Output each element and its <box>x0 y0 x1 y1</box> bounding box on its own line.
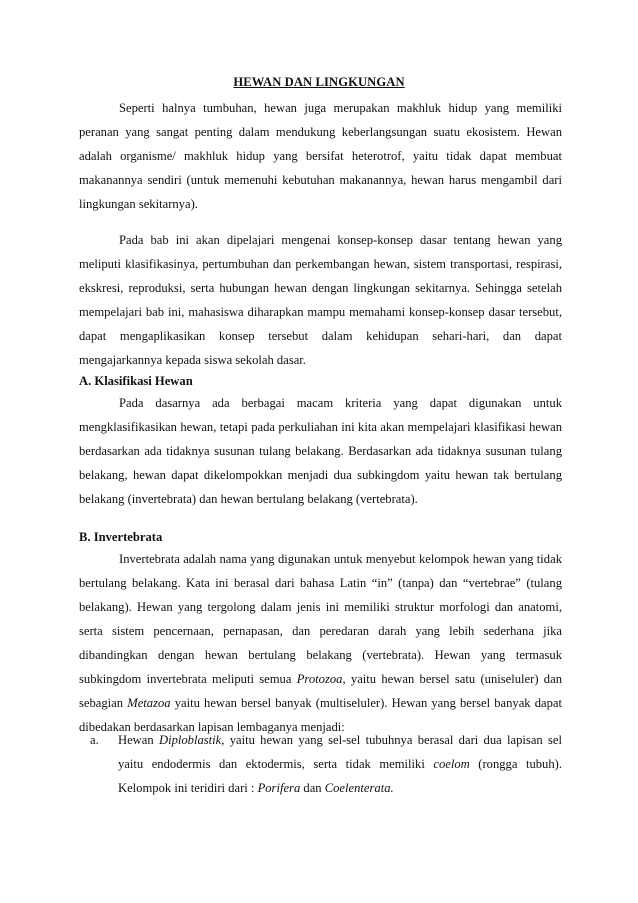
section-b-paragraph <box>79 547 562 739</box>
term-porifera: Porifera <box>257 781 301 795</box>
section-a-heading: A. Klasifikasi Hewan <box>79 374 193 388</box>
document-title: HEWAN DAN LINGKUNGAN <box>233 75 405 89</box>
item-a-text-3: (rongga tubuh). Kelompok ini teridiri dari : <box>118 757 562 795</box>
item-a-text-2: , yaitu hewan yang sel-sel tubuhnya berasal dari dua lapisan sel yaitu endodermis dan ektodermis, serta tidak memiliki <box>118 733 562 771</box>
intro-paragraph-1: Seperti halnya tumbuhan, hewan juga merupakan makhluk hidup yang memiliki peranan yang sangat penting dalam mendukung keberlangsungan suatu ekosistem. Hewan adalah organisme/ makhluk hidup yang bersifat heterotrof, yaitu tidak dapat membuat makanannya sendiri (untuk memenuhi kebutuhan makanannya, hewan harus mengambil dari lingkungan sekitarnya). <box>79 101 562 211</box>
section-b-text-1: Invertebrata adalah nama yang digunakan untuk menyebut kelompok hewan yang tidak bertulang belakang. Kata ini berasal dari bahasa Latin “in” (tanpa) dan “vertebrae” (tulang belakang). Hewan yang tergolong dalam jenis ini memiliki struktur morfologi dan anatomi, serta sistem pencernaan, pernapasan, dan peredaran darah yang lebih sederhana jika dibandingkan dengan hewan bertulang belakang (vertebrata). Hewan yang termasuk subkingdom invertebrata meliputi semua <box>79 552 562 686</box>
list-item-body <box>98 728 562 800</box>
term-protozoa: Protozoa <box>296 672 343 686</box>
list-item-a <box>90 728 562 800</box>
term-diploblastik: Diploblastik <box>158 733 222 747</box>
list-item-marker: a. <box>90 733 99 747</box>
term-metazoa: Metazoa <box>127 696 171 710</box>
intro-paragraph-2: Pada bab ini akan dipelajari mengenai konsep-konsep dasar tentang hewan yang meliputi klasifikasinya, pertumbuhan dan perkembangan hewan, sistem transportasi, respirasi, ekskresi, reproduksi, serta hubungan hewan dengan lingkungan sekitarnya. Sehingga setelah mempelajari bab ini, mahasiswa diharapkan mampu memahami konsep-konsep dasar tersebut, dapat mengaplikasikan konsep tersebut dalam kehidupan sehari-hari, dan dapat mengajarkannya kepada siswa sekolah dasar. <box>79 233 562 367</box>
item-a-text-4: dan <box>300 781 325 795</box>
term-coelenterata: Coelenterata. <box>324 781 394 795</box>
section-b-heading: B. Invertebrata <box>79 530 163 544</box>
section-b-text-3: yaitu hewan bersel banyak (multiseluler). Hewan yang bersel banyak dapat dibedakan berdasarkan lapisan lembaganya menjadi: <box>79 696 562 734</box>
section-a-paragraph: Pada dasarnya ada berbagai macam kriteria yang dapat digunakan untuk mengklasifikasikan hewan, tetapi pada perkuliahan ini kita akan mempelajari klasifikasi hewan berdasarkan ada tidaknya susunan tulang belakang. Berdasarkan ada tidaknya susunan tulang belakang, hewan dapat dikelompokkan menjadi dua subkingdom yaitu hewan tak bertulang belakang (invertebrata) dan hewan bertulang belakang (vertebrata). <box>79 396 562 506</box>
term-coelom: coelom <box>433 757 470 771</box>
item-a-text-1: Hewan <box>118 733 159 747</box>
section-b-text-2: , yaitu hewan bersel satu (uniseluler) dan sebagian <box>79 672 562 710</box>
